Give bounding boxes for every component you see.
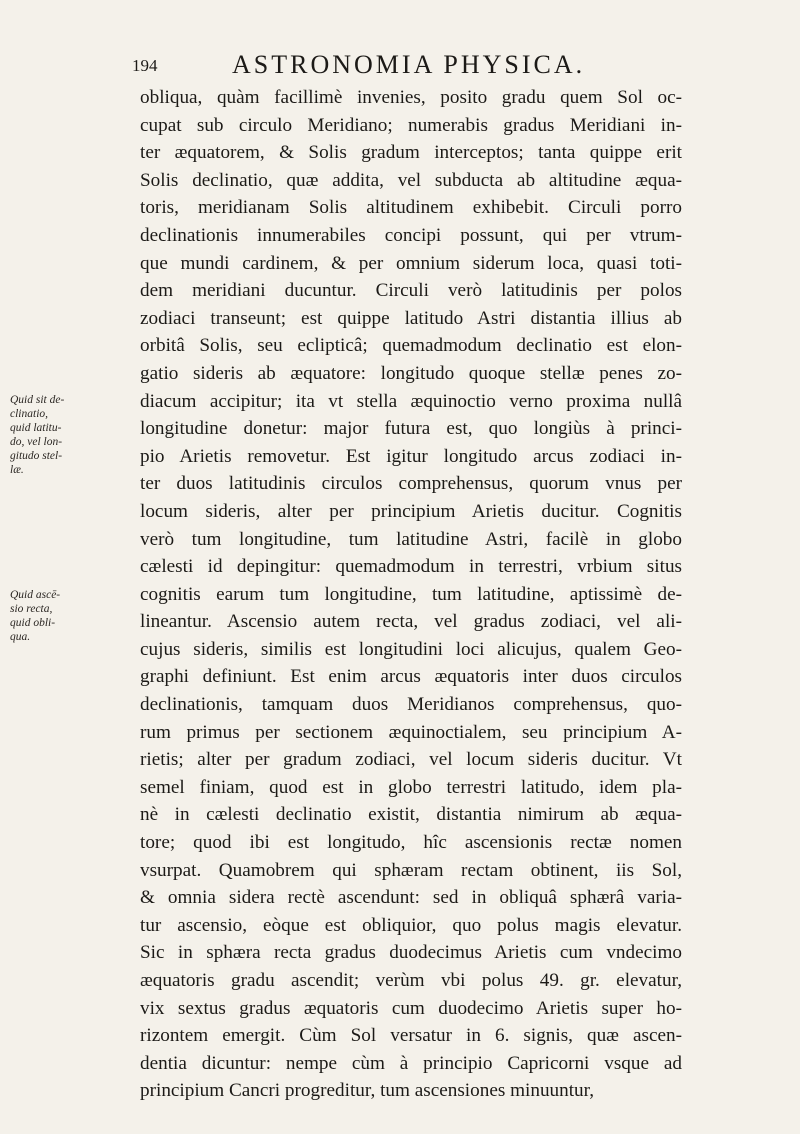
text-line: obliqua, quàm facillimè invenies, posito gradu quem Sol oc- [140,87,682,108]
text-line: Solis declinatio, quæ addita, vel subducta ab altitudine æqua- [140,169,682,191]
text-line: & omnia sidera rectè ascendunt: sed in obliquâ sphærâ varia- [140,887,682,909]
text-line: semel finiam, quod est in globo terrestri latitudo, idem pla- [140,776,682,798]
text-line: Sic in sphæra recta gradus duodecimus Arietis cum vndecimo [140,942,682,964]
text-line: ter æquatorem, & Solis gradum interceptos; tanta quippe erit [140,142,682,164]
page-number: 194 [132,56,158,75]
running-title: ASTRONOMIA PHYSICA. [232,50,586,79]
margin-note-ascension [10,588,78,644]
text-line: tur ascensio, eòque est obliquior, quo polus magis elevatur. [140,914,682,936]
text-line: declinationis, tamquam duos Meridianos comprehensus, quo- [140,694,682,716]
margin-note-declination [10,393,78,477]
text-line: vsurpat. Quamobrem qui sphæram rectam obtinent, iis Sol, [140,859,682,881]
text-line: ter duos latitudinis circulos comprehensus, quorum vnus per [140,473,682,495]
text-line: principium Cancri progreditur, tum ascensiones minuuntur, [140,1080,595,1102]
text-line: nè in cælesti declinatio existit, distantia nimirum ab æqua- [140,804,682,826]
text-line: rizontem emergit. Cùm Sol versatur in 6. signis, quæ ascen- [140,1025,682,1047]
text-line: zodiaci transeunt; est quippe latitudo Astri distantia illius ab [140,307,682,329]
margin-note-line: quid obli- [10,617,56,629]
margin-note-line: clinatio, [10,408,49,420]
text-line: cognitis earum tum longitudine, tum latitudine, aptissimè de- [140,583,682,605]
main-text-block [140,84,682,1105]
text-line: graphi definiunt. Est enim arcus æquatoris inter duos circulos [140,666,682,688]
text-line: longitudine donetur: major futura est, quo longiùs à princi- [140,418,682,440]
text-line: rum primus per sectionem æquinoctialem, seu principium A- [140,721,682,743]
text-line: cælesti id depingitur: quemadmodum in terrestri, vrbium situs [140,556,682,578]
text-line: cujus sideris, similis est longitudini loci alicujus, qualem Geo- [140,638,682,660]
text-line: vix sextus gradus æquatoris cum duodecimo Arietis super ho- [140,997,682,1019]
margin-note-line: sio recta, [10,603,53,615]
margin-note-line: læ. [10,464,24,476]
text-line: lineantur. Ascensio autem recta, vel gradus zodiaci, vel ali- [140,611,682,633]
text-line: æquatoris gradu ascendit; verùm vbi polus 49. gr. elevatur, [140,970,682,991]
text-line: cupat sub circulo Meridiano; numerabis gradus Meridiani in- [140,114,682,136]
text-line: diacum accipitur; ita vt stella æquinoctio verno proxima nullâ [140,390,682,412]
text-line: rietis; alter per gradum zodiaci, vel locum sideris ducitur. Vt [140,749,682,771]
text-line: que mundi cardinem, & per omnium siderum loca, quasi toti- [140,252,682,274]
text-line: toris, meridianam Solis altitudinem exhibebit. Circuli porro [140,197,682,219]
text-line: dentia dicuntur: nempe cùm à principio Capricorni vsque ad [140,1052,682,1074]
margin-note-line: Quid ascē- [10,589,61,601]
text-line: tore; quod ibi est longitudo, hîc ascensionis rectæ nomen [140,832,682,854]
text-line: gatio sideris ab æquatore: longitudo quoque stellæ penes zo- [140,362,682,384]
text-line: declinationis innumerabiles concipi possunt, qui per vtrum- [140,224,682,246]
margin-note-line: gitudo stel- [10,450,63,462]
text-line: orbitâ Solis, seu eclipticâ; quemadmodum declinatio est elon- [140,335,682,357]
text-line: locum sideris, alter per principium Arietis ducitur. Cognitis [140,500,682,522]
text-line: dem meridiani ducuntur. Circuli verò latitudinis per polos [140,280,682,302]
margin-note-line: qua. [10,631,31,643]
page-header [132,50,700,88]
margin-note-line: do, vel lon- [10,436,63,448]
margin-note-line: quid latitu- [10,422,62,434]
text-line: verò tum longitudine, tum latitudine Astri, facilè in globo [140,528,682,550]
margin-note-line: Quid sit de- [10,394,65,406]
text-line: pio Arietis removetur. Est igitur longitudo arcus zodiaci in- [140,445,682,467]
